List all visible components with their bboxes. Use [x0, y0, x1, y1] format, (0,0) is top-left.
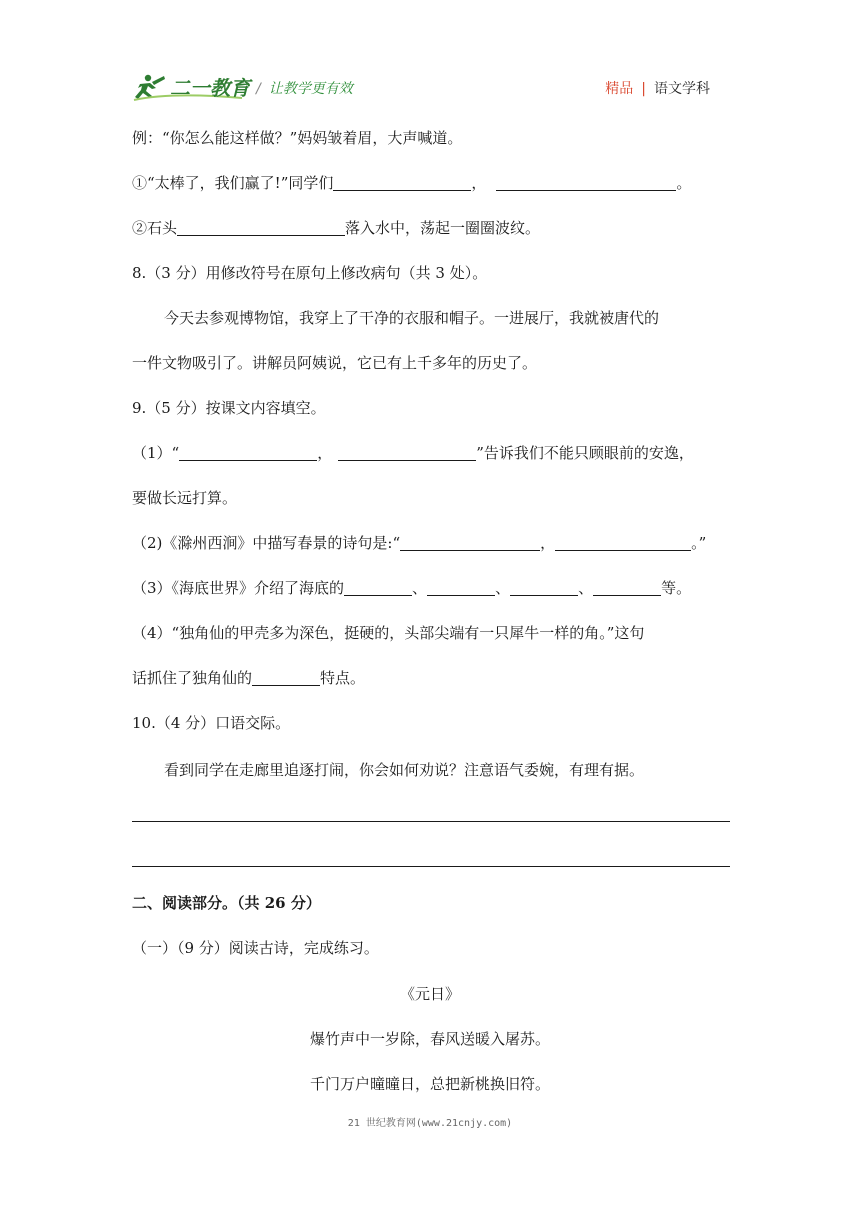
fill-blank[interactable] [344, 579, 412, 596]
fill-blank[interactable] [496, 174, 676, 191]
example-line: 例：“你怎么能这样做？”妈妈皱着眉，大声喊道。 [132, 129, 463, 147]
comma: ， [471, 174, 487, 192]
fill-blank[interactable] [400, 534, 540, 551]
poem-line-2: 千门万户曈曈日，总把新桃换旧符。 [309, 1075, 550, 1093]
q9-1-text: ”告诉我们不能只顾眼前的安逸， [476, 444, 694, 462]
question-9-2 [132, 532, 706, 554]
slogan: / 让教学更有效 [256, 81, 353, 97]
period: 。 [676, 174, 692, 192]
fill-blank[interactable] [177, 219, 345, 236]
question-9-1-cont: 要做长远打算。 [132, 489, 238, 507]
exercise-1 [132, 172, 691, 194]
separator: 、 [412, 579, 428, 597]
tag-subject: 语文学科 [654, 81, 710, 97]
question-10-prompt: 看到同学在走廊里追逐打闹，你会如何劝说？注意语气委婉，有理有据。 [164, 761, 645, 779]
fill-blank[interactable] [427, 579, 495, 596]
q9-2-text: （2)《滁州西涧》中描写春景的诗句是:“ [132, 534, 401, 552]
exercise-2-text: ②石头 [132, 219, 178, 237]
fill-blank[interactable] [510, 579, 578, 596]
q9-1-open: （1）“ [132, 444, 180, 462]
separator: 、 [578, 579, 594, 597]
question-9-4: （4）“独角仙的甲壳多为深色，挺硬的，头部尖端有一只犀牛一样的角。”这句 [132, 624, 645, 642]
page-header [132, 68, 732, 108]
fill-blank[interactable] [593, 579, 661, 596]
answer-line[interactable] [132, 821, 730, 822]
q9-4-text: 话抓住了独角仙的 [132, 669, 253, 687]
subject-tag: 精品 | 语文学科 [605, 81, 710, 97]
question-9-3 [132, 577, 691, 599]
exercise-2-text-end: 落入水中，荡起一圈圈波纹。 [345, 219, 541, 237]
poem-title: 《元日》 [399, 985, 460, 1003]
comma: ， [540, 534, 556, 552]
q9-2-close: 。” [691, 534, 707, 552]
tag-premium: 精品 [605, 81, 634, 97]
section-2-heading: 二、阅读部分。（共 26 分） [132, 894, 321, 912]
question-8-passage-1: 今天去参观博物馆，我穿上了干净的衣服和帽子。一进展厅，我就被唐代的 [164, 309, 660, 327]
answer-line[interactable] [132, 866, 730, 867]
question-8: 8.（3 分）用修改符号在原句上修改病句（共 3 处）。 [132, 264, 488, 282]
fill-blank[interactable] [338, 444, 476, 461]
fill-blank[interactable] [333, 174, 471, 191]
fill-blank[interactable] [179, 444, 317, 461]
page-footer: 21 世纪教育网(www.21cnjy.com) [347, 1118, 513, 1129]
comma: ， [317, 444, 333, 462]
section-2-part-1: （一）（9 分）阅读古诗，完成练习。 [132, 939, 379, 957]
question-9-4-cont [132, 667, 365, 689]
q9-3-end: 等。 [661, 579, 692, 597]
fill-blank[interactable] [555, 534, 691, 551]
question-10: 10.（4 分）口语交际。 [132, 714, 291, 732]
poem-line-1: 爆竹声中一岁除，春风送暖入屠苏。 [309, 1030, 550, 1048]
question-8-passage-2: 一件文物吸引了。讲解员阿姨说，它已有上千多年的历史了。 [132, 354, 538, 372]
q9-3-text: （3）《海底世界》介绍了海底的 [132, 579, 345, 597]
exercise-2 [132, 217, 540, 239]
separator: 、 [495, 579, 511, 597]
fill-blank[interactable] [252, 669, 320, 686]
question-9-1 [132, 442, 694, 464]
slogan-text: 让教学更有效 [268, 81, 353, 97]
exercise-1-text: ①“太棒了，我们赢了!”同学们 [132, 174, 334, 192]
q9-4-end: 特点。 [320, 669, 366, 687]
logo-text: 二一教育 [170, 76, 250, 100]
question-9: 9.（5 分）按课文内容填空。 [132, 399, 326, 417]
